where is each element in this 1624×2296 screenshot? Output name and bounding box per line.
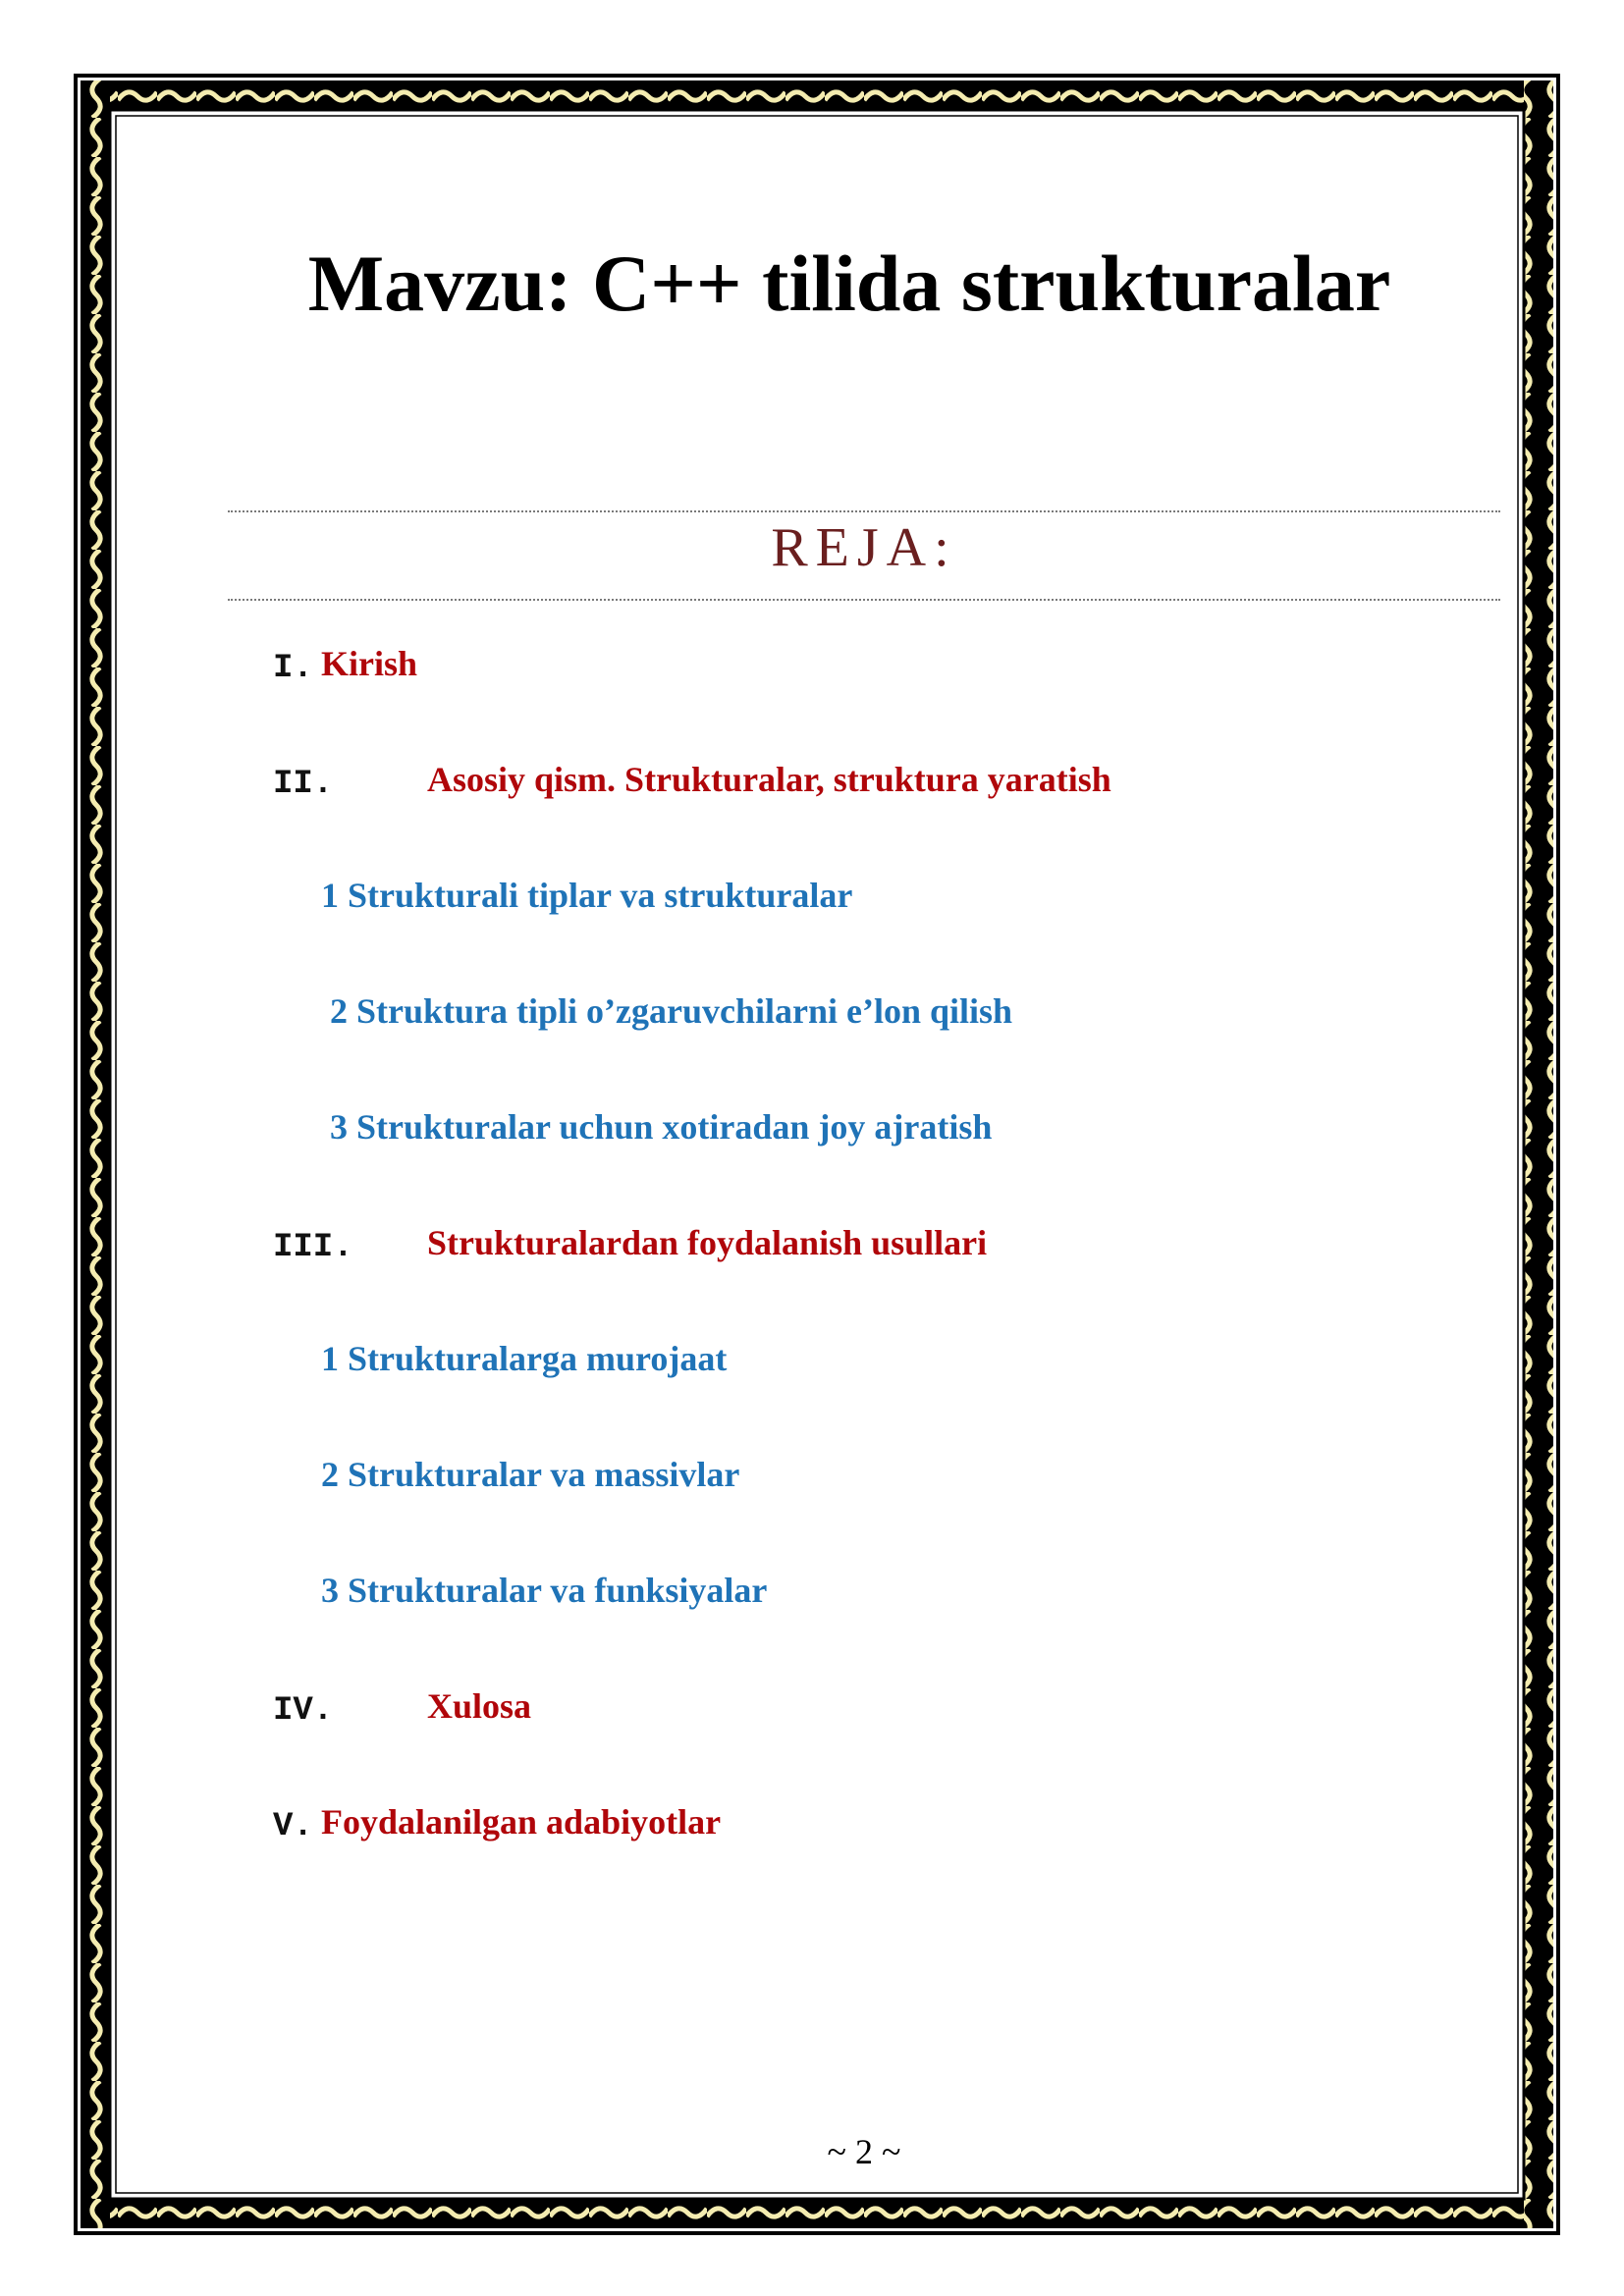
section-number: III. xyxy=(273,1229,353,1266)
section-number: II. xyxy=(273,766,334,803)
bottom-dotted-rule xyxy=(228,599,1500,601)
subsection-title: 2 Struktura tipli o’zgaruvchilarni e’lon qilish xyxy=(330,991,1013,1031)
page-number: ~ 2 ~ xyxy=(827,2132,901,2171)
page-title: Mavzu: C++ tilida strukturalar xyxy=(307,239,1391,328)
subsection-title: 3 Strukturalar uchun xotiradan joy ajratish xyxy=(330,1107,993,1147)
subsection-title: 3 Strukturalar va funksiyalar xyxy=(321,1571,768,1610)
subsection-title: 1 Strukturalarga murojaat xyxy=(321,1339,728,1378)
subsection-title: 2 Strukturalar va massivlar xyxy=(321,1455,740,1494)
section-title: Kirish xyxy=(321,644,418,683)
subsection-title: 1 Strukturali tiplar va strukturalar xyxy=(321,876,853,915)
plan-heading: REJA: xyxy=(771,517,957,578)
section-title: Asosiy qism. Strukturalar, struktura yaratish xyxy=(427,760,1111,799)
section-number: V. xyxy=(273,1808,313,1845)
section-title: Foydalanilgan adabiyotlar xyxy=(321,1802,722,1842)
section-number: IV. xyxy=(273,1692,334,1730)
top-dotted-rule xyxy=(228,510,1500,512)
section-title: Strukturalardan foydalanish usullari xyxy=(427,1223,988,1262)
section-title: Xulosa xyxy=(427,1686,532,1726)
section-number: I. xyxy=(273,650,313,687)
